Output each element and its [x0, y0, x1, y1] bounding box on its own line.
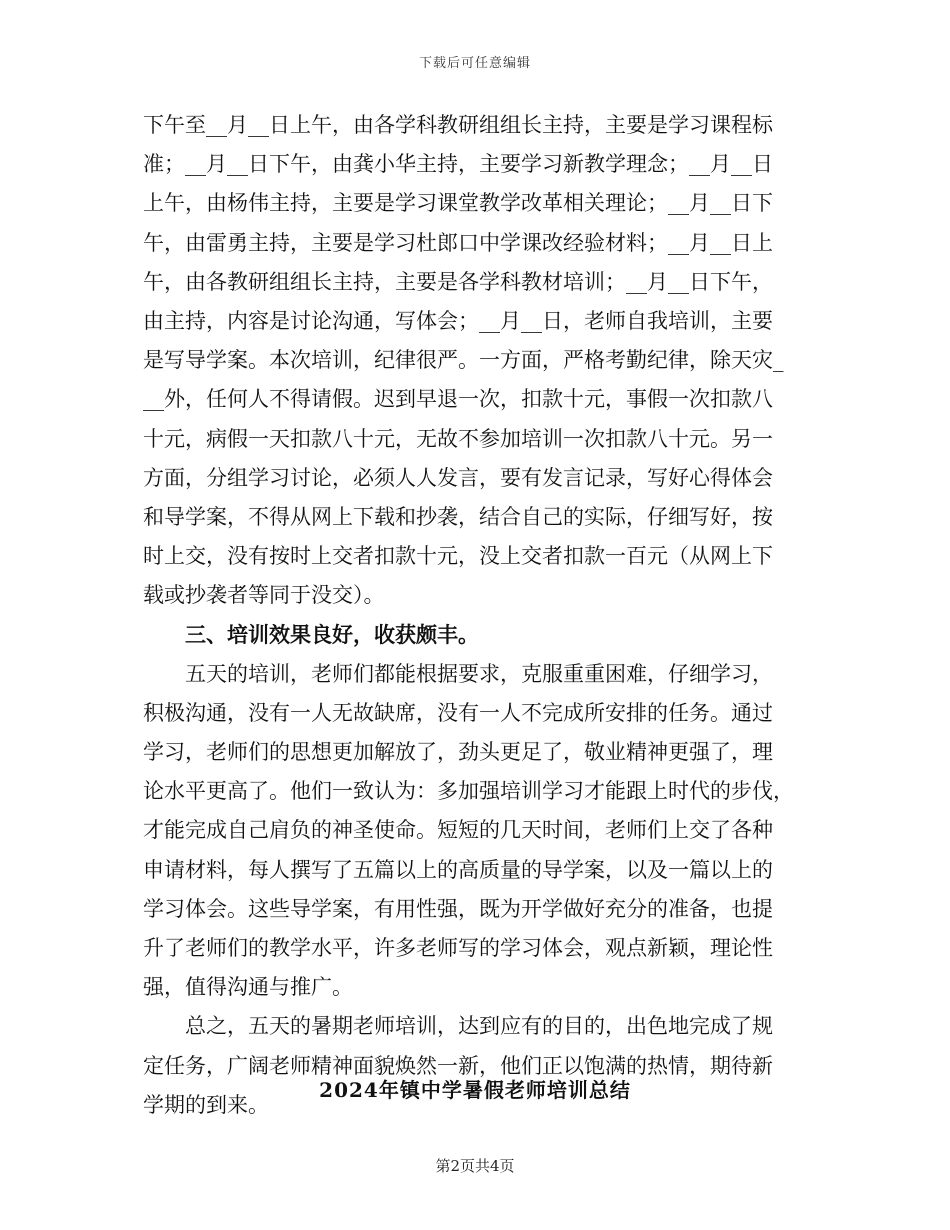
- body-line: 积极沟通，没有一人无故缺席，没有一人不完成所安排的任务。通过: [143, 700, 773, 725]
- body-line: 论水平更高了。他们一致认为：多加强培训学习才能跟上时代的步伐，: [143, 779, 794, 804]
- body-line: 上午，由杨伟主持，主要是学习课堂教学改革相关理论；__月__日下: [143, 191, 773, 216]
- page-number-footer: 第2页共4页: [435, 1157, 515, 1175]
- body-line: 午，由雷勇主持，主要是学习杜郎口中学课改经验材料；__月__日上: [143, 230, 773, 255]
- body-line: 准；__月__日下午，由龚小华主持，主要学习新教学理念；__月__日: [143, 152, 773, 177]
- body-line: 载或抄袭者等同于没交）。: [143, 583, 385, 608]
- body-line: 和导学案，不得从网上下载和抄袭，结合自己的实际，仔细写好，按: [143, 504, 773, 529]
- body-line: 午，由各教研组组长主持，主要是各学科教材培训；__月__日下午，: [143, 269, 773, 294]
- section-heading: 三、培训效果良好，收获颇丰。: [185, 622, 479, 648]
- page-header-note: 下载后可任意编辑: [418, 56, 531, 71]
- body-line: 十元，病假一天扣款八十元，无故不参加培训一次扣款八十元。另一: [143, 426, 773, 451]
- paragraph-first-line: 五天的培训，老师们都能根据要求，克服重重困难，仔细学习，: [185, 661, 773, 686]
- body-line: 由主持，内容是讨论沟通，写体会；__月__日，老师自我培训，主要: [143, 308, 773, 333]
- body-line: 时上交，没有按时上交者扣款十元，没上交者扣款一百元（从网上下: [143, 544, 773, 569]
- body-line: 升了老师们的教学水平，许多老师写的学习体会，观点新颖，理论性: [143, 935, 773, 960]
- body-line: 学习体会。这些导学案，有用性强，既为开学做好充分的准备，也提: [143, 896, 773, 921]
- body-line: 方面，分组学习讨论，必须人人发言，要有发言记录，写好心得体会: [143, 465, 773, 490]
- body-line: 学习，老师们的思想更加解放了，劲头更足了，敬业精神更强了，理: [143, 740, 773, 764]
- body-line: 定任务，广阔老师精神面貌焕然一新，他们正以饱满的热情，期待新: [143, 1053, 773, 1078]
- body-line: 是写导学案。本次培训，纪律很严。一方面，严格考勤纪律，除天灾_: [143, 348, 784, 373]
- body-line: 申请材料，每人撰写了五篇以上的高质量的导学案，以及一篇以上的: [143, 857, 773, 882]
- document-body: [143, 106, 807, 1125]
- body-line: 强，值得沟通与推广。: [143, 975, 353, 1000]
- body-line: 才能完成自己肩负的神圣使命。短短的几天时间，老师们上交了各种: [143, 818, 773, 843]
- body-line: 下午至__月__日上午，由各学科教研组组长主持，主要是学习课程标: [143, 113, 773, 137]
- document-title: 2024年镇中学暑假老师培训总结: [319, 1078, 631, 1102]
- body-line: __外，任何人不得请假。迟到早退一次，扣款十元，事假一次扣款八: [143, 387, 773, 412]
- paragraph-first-line: 总之，五天的暑期老师培训，达到应有的目的，出色地完成了规: [185, 1014, 773, 1039]
- body-line: 学期的到来。: [143, 1092, 269, 1117]
